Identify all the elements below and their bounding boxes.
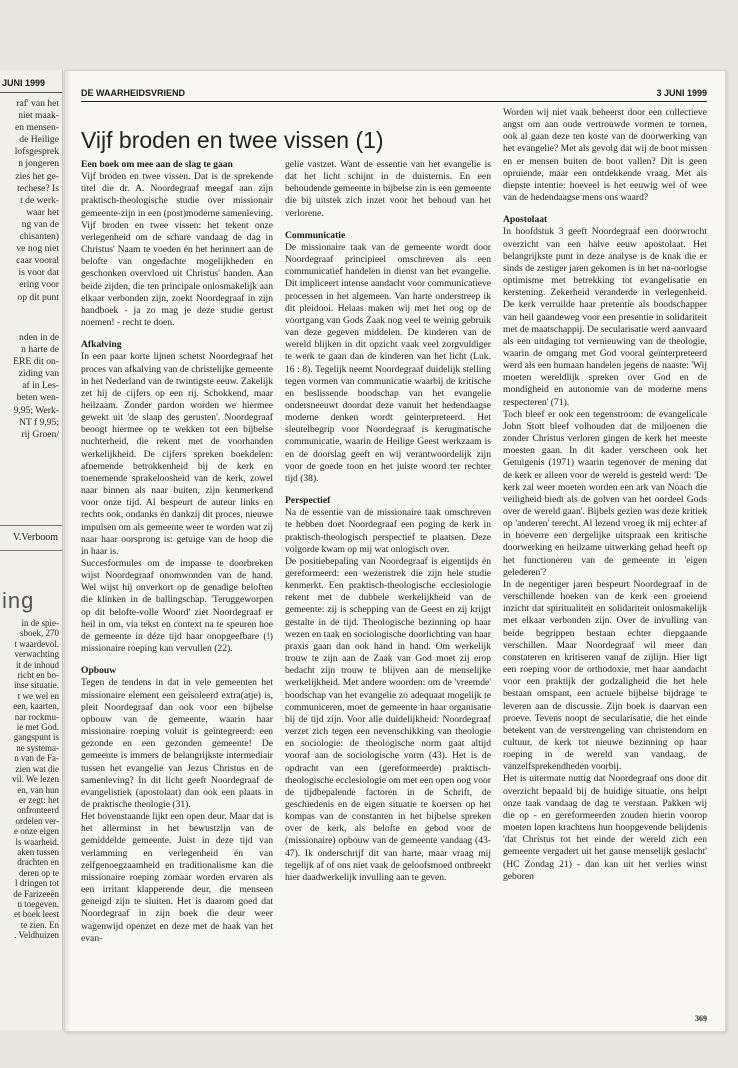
paragraph: Succesformules om de impasse te doorbreken wijst Noordegraaf onomwonden van de hand. Wel wijst hij onverkort op de genadige beloften die klinken in de ballingschap. 'Teruggeworpen op dit belofte-volle Woord' ziet Noordegraaf er heil in om, via tekst en context na te speuren hoe de gemeente in déze tijd haar onopgeefbare (!) missionaire roeping kan vervullen (22). <box>81 558 273 655</box>
paragraph: In de negentiger jaren bespeurt Noordegraaf in de verschillende hoeken van de kerk een groeiend inzicht dat spiritualiteit en solidariteit onlosmakelijk met elkaar verbonden zijn. Over de invulling van beide begrippen bestaan echter diepgaande verschillen. Maar Noordegraaf wil meer dan constateren en kritiseren vanaf de zijlijn. Hier ligt een roeping voor de orthodoxie, met haar aandacht voor een praktijk der godzaligheid die het hele bestaan omspant, een actuele bijbelse bijdrage te leveren aan de discussie. Zijn boek is daarvan een proeve. Tevens noopt de secularisatie, die het einde betekent van de verstrengeling van christendom en cultuur, de kerk tot nieuwe bezinning op haar roeping in de wereld van vandaag, de vanzelfsprekendheden voorbij. <box>503 578 707 773</box>
page-number: 369 <box>695 1014 707 1023</box>
adjacent-text-block-1: raf' van het niet maak- en mensen- de Heilige lofsgesprek n jongeren zies het ge- techese? Is t de werk- waar het ng van de chisanten) ve nog niet caar vooral is voor dat ering voor op dit punt <box>14 98 59 303</box>
adjacent-page-header-rule <box>0 92 62 93</box>
adjacent-page-date: JUNI 1999 <box>2 78 46 88</box>
paragraph: In hoofdstuk 3 geeft Noordegraaf een doorwrocht overzicht van een halve eeuw apostolaat. Het belangrijkste punt in deze analyse is de knak die er sinds de zestiger jaren gekomen is in het na-oorlogse optimisme met betrekking tot evangelisatie en kerstening. Zekerheid veranderde in verlegenheid. De kerk verruilde haar pretentie als boodschapper van heil gaandeweg voor een presentie in solidariteit met de maatschappij. De secularisatie werd aanvaard als een uitdaging tot vernieuwing van de theologie, waarin de omgang met God vooral geïnterpreteerd werd als een humaan handelen jegens de naaste: 'Wij moeten wereldlijk spreken over God en de mondigheid en autonomie van de moderne mens respecteren' (71). <box>503 226 707 408</box>
magazine-page <box>64 70 726 1032</box>
article-title: Vijf broden en twee vissen (1) <box>81 127 384 153</box>
adjacent-heading-fragment: ing <box>2 588 35 613</box>
adjacent-separator <box>0 525 62 526</box>
paragraph: De missionaire taak van de gemeente wordt door Noordegraaf principieel omschreven als een communicatief handelen in dienst van het evangelie. Dit impliceert intense aandacht voor communicatieve processen in het algemeen. Van harte onderstreep ik dit pleidooi. Helaas maken wij met het oog op de voortgang van Gods Zaak nog veel te weinig gebruik van deze gegeven middelen. De kinderen van de wereld blijken in dit opzicht vaak veel zorgvuldiger te werk te gaan dan de kinderen van het licht (Luk. 16 : 8). Tegelijk neemt Noordegraaf duidelijk stelling tegen vormen van communicatie waarbij de kritische en beslissende boodschap van het evangelie ondersneeuwt doordat deze vanuit het hedendaagse moderne denken wordt geïnterpreteerd. Het sleutelbegrip voor Noordegraaf is kerugmatische communicatie, waarin de Heilige Geest werkzaam is en de doorslag geeft en wij verantwoordelijk zijn voor de goede toon en het juiste woord ter rechter tijd (38). <box>285 241 491 484</box>
adjacent-separator <box>0 550 62 551</box>
adjacent-author: V.Verboom <box>12 532 58 543</box>
adjacent-page-strip <box>0 70 63 1030</box>
article-subtitle: Een boek om mee aan de slag te gaan <box>81 159 233 170</box>
paragraph: Vijf broden en twee vissen. Dat is de sprekende titel die dr. A. Noordegraaf meegaf aan zijn praktisch-theologische studie over missionair gemeente-zijn in een (post)moderne samenleving. Vijf broden en twee vissen: het tekent onze verlegenheid om de schare vandaag de dag in Christus' Naam te voeden én het herinnert aan de belofte van ongedachte mogelijkheden en geschonken overvloed uit Christus' handen. Aan beide zijden, die ten principale onlosmakelijk aan elkaar verbonden zijn, zoekt Noordegraaf in zijn handboek - ja zo mag je deze studie gerust noemen! - recht te doen. <box>81 171 273 329</box>
paragraph: Het is uitermate nuttig dat Noordegraaf ons door dit overzicht bepaald bij de huidige situatie, ons helpt onze taak vandaag de dag te verstaan. Pakken wij die op - en gereformeerden zouden hierin voorop moeten lopen krachtens hun hoopgevende belijdenis 'dat Christus tot het einde der wereld zich een gemeente vergadert uit het ganse menselijk geslacht' (HC Zondag 21) - dan kan uit het verlies winst geboren <box>503 773 707 882</box>
column-1 <box>81 159 273 945</box>
publication-name: DE WAARHEIDSVRIEND <box>81 88 186 98</box>
section-heading-apostolaat: Apostolaat <box>503 214 548 226</box>
paragraph: Na de essentie van de missionaire taak omschreven te hebben doet Noordegraaf een poging de kerk in praktisch-theologisch perspectief te plaatsen. Deze volgorde kwam op mij wat onlogisch over. <box>285 507 491 555</box>
paragraph: gelie vastzet. Want de essentie van het evangelie is dat het licht schijnt in de duisternis. En een behoudende gemeente in bijbelse zin is een gemeente die bij uitstek zich inzet voor het behoud van het verlorene. <box>285 159 491 219</box>
paragraph: Tegen de tendens in dat in vele gemeenten het missionaire element een geïsoleerd extra(atje) is, pleit Noordegraaf dan ook voor een bijbelse opbouw van de gemeente, waarin haar missionaire roeping voluit is geïntegreerd: een gezonde en een gezonden gemeente! De gemeente is immers de belangrijkste intermediair tussen het evangelie van Jezus Christus en de samenleving? In dit licht geeft Noordegraaf de evangelistiek (apostolaat) dan ook een plaats in de praktische theologie (31). <box>81 677 273 810</box>
section-heading-perspectief: Perspectief <box>285 495 331 507</box>
section-heading-communicatie: Communicatie <box>285 229 346 241</box>
running-header <box>81 85 707 102</box>
paragraph: In een paar korte lijnen schetst Noordegraaf het proces van afkalving van de christelijke gemeente in het Nederland van de twintigste eeuw. Zakelijk zet hij de cijfers op een rij. Schokkend, maar heilzaam. Zonder pardon worden we hiermee gewekt uit 'de slaap des gerusten'. Noordegraaf beoogt hiermee op te wekken tot een bijbelse nuchterheid, die rekent met de voorhanden werkelijkheid. De cijfers spreken boekdelen: afnemende betrokkenheid bij de kerk en toenemende sprakeloosheid van de kerk, zowel naar binnen als naar buiten, zijn kenmerkend voor onze tijd. Al bespeurt de auteur links en rechts ook, ondanks én dankzij dit proces, nieuwe impulsen om als gemeente weer te worden wat zij naar haar oorsprong is: getuige van de hoop die in haar is. <box>81 351 273 557</box>
adjacent-text-block-2: nden in de n harte de ERE dit on- ziding van af in Les- beten wen- 9,95; Werk- NT f 9,95; rij Groen/ <box>13 332 59 440</box>
paragraph: Worden wij niet vaak beheerst door een collectieve angst om aan oude vertrouwde vormen te tornen, ook al gaan deze ten koste van de doorwerking van het evangelie? Met als gevolg dat wij de boot missen en er mensen buiten de boot vallen? Dit is geen opruiende, maar een ontdekkende vraag. Met als diepste intentie: hoeveel is het eeuwig wel of wee van de hedendaagse mens ons waard? <box>503 107 707 204</box>
issue-date: 3 JUNI 1999 <box>656 88 707 98</box>
paragraph: De positiebepaling van Noordegraaf is eigentijds én gereformeerd: een wezenstrek die zijn hele studie kenmerkt. Een praktisch-theologische ecclesiologie rekent met de dubbele werkelijkheid van de gemeente: zij is schepping van de Geest en zij krijgt gestalte in de tijd. Theologische bezinning op haar wezen en taak en sociologische doorlichting van haar praxis gaan dan ook hand in hand. Om werkelijk trouw te zijn aan de Zaak van God moet zij erop bedacht zijn trouw te blijven aan de menselijke werkelijkheid. Met andere woorden: om de 'vreemde' boodschap van het evangelie zo adequaat mogelijk te communiceren, moet de gemeente in haar organisatie bij de tijd zijn. Voor alle duidelijkheid: Noordegraaf verzet zich tegen een nevenschikking van theologie en sociologie: de theologische norm gaat altijd vooraf aan de sociologische vorm (43). Het is de opdracht van een (gereformeerde) praktisch-theologische ecclesiologie om met een open oog voor de tijdbepalende factoren in de Schrift, de geschiedenis en de eigen situatie te koersen op het kompas van de constanten in het bijbelse spreken over de kerk, als belofte en gebod voor de (missionaire) opbouw van de gemeente vandaag (43-47). Ik onderschrijf dit van harte, maar vraag mij tegelijk af of ons niet vaak de geloofsmoed ontbreekt hier daadwerkelijk invulling aan te geven. <box>285 555 491 883</box>
page-gutter-shadow <box>65 71 71 1031</box>
section-heading-opbouw: Opbouw <box>81 665 117 677</box>
adjacent-text-block-3: in de spie- sboek, 270 t waardevol. verwachting it de inhoud richt en bo- inse situatie. t we wel en een, kaarten, nar rockmu- ie met God. gangspunt is ne systema- n van de Fa- zien wat die vil. We lezen en, van hun er zegt: het onfronteerd ordelen ver- e onze eigen ls waarheid. aken tussen drachten en deren op te l dringen tot de Farizeeën n toegeven. et boek leest te zien. En . Veldhuizen <box>12 618 59 941</box>
column-3 <box>503 107 707 883</box>
paragraph: Toch bleef er ook een tegenstroom: de evangelicale John Stott bleef volhouden dat de miljoenen die zonder Christus verloren gingen de kerk het meeste moesten gaan. In dit kader verscheen ook het Getuigenis (1971) waarin tegenover de mening dat de kerk er alleen voor de wereld is gesteld werd: 'De kerk zal weer moeten worden een ark van Noach die veiligheid biedt als de golven van het oordeel Gods over de wereld gaan'. Bijbels gezien was deze kritiek op 'anderen' terecht. Al lezend vroeg ik mij echter af in hoeverre een dergelijke uitspraak een kritische doorwerking en heilzame uitwerking gehad heeft op het functioneren van de gemeente in 'eigen gelederen'? <box>503 408 707 578</box>
column-2 <box>285 159 491 884</box>
section-heading-afkalving: Afkalving <box>81 339 122 351</box>
paragraph: Het bovenstaande lijkt een open deur. Maar dat is het allerminst in het bewustzijn van de gemiddelde gemeente. Juist in deze tijd van verlamming en verlegenheid én van zelfgenoegzaamheid en traditionalisme kan die missionaire roeping zomaar worden ervaren als een irritant klapperende deur, die menseen geneigd zijn te sluiten. Het is daarom goed dat Noordegraaf in zijn boek die deur weer wagenwijd openzet en deze met de haak van het evan- <box>81 811 273 944</box>
